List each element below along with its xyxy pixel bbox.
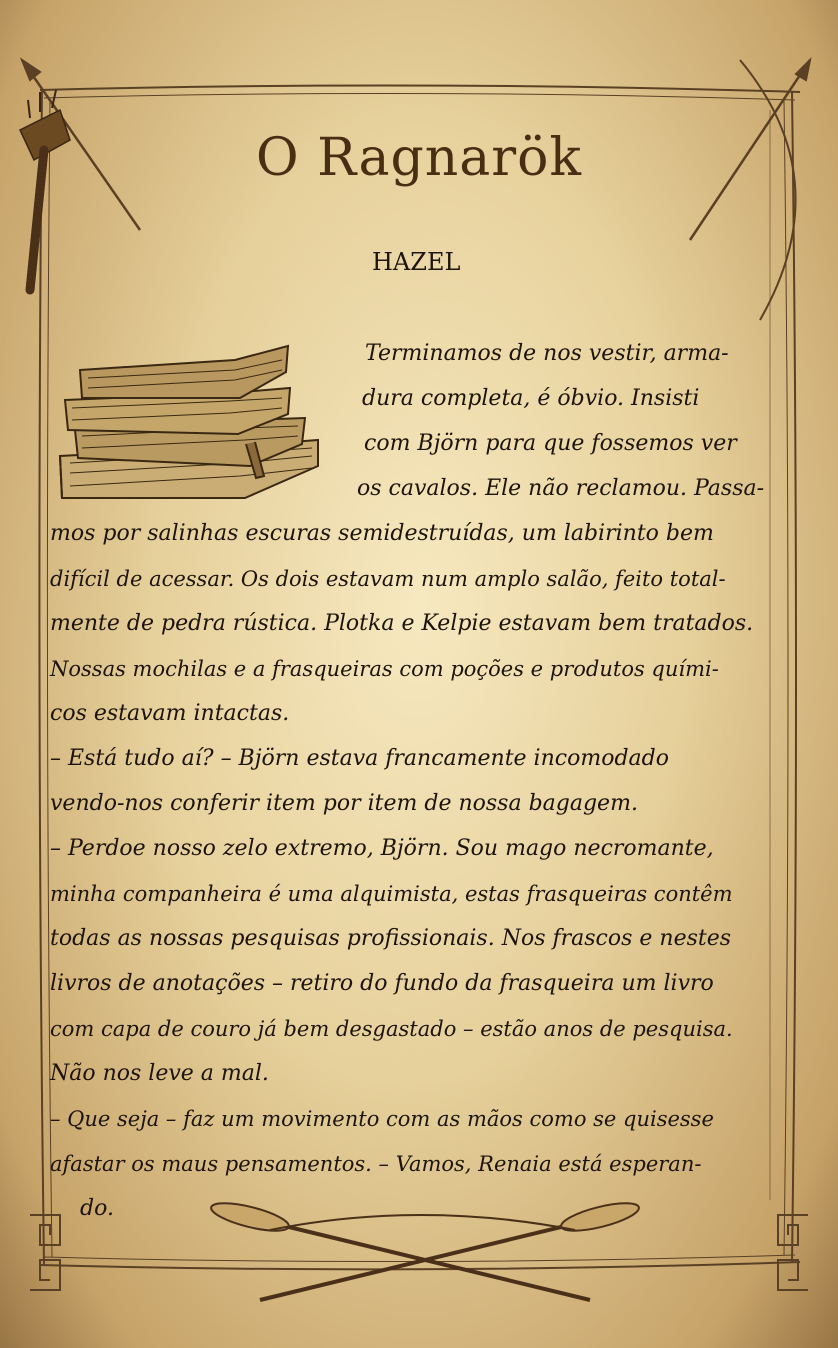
- text-line: minha companheira é uma alquimista, estas frasqueiras contêm: [50, 882, 733, 906]
- text-line: os cavalos. Ele não reclamou. Passa-: [357, 476, 765, 501]
- text-line: – Está tudo aí? – Björn estava francamente incomodado: [50, 746, 669, 771]
- text-line: dura completa, é óbvio. Insisti: [362, 386, 700, 411]
- books-illustration: [50, 338, 330, 518]
- text-line: Terminamos de nos vestir, arma-: [365, 341, 729, 366]
- text-line: todas as nossas pesquisas profissionais. Nos frascos e nestes: [50, 926, 732, 951]
- text-line: com Björn para que fossemos ver: [364, 431, 737, 456]
- text-line: mente de pedra rústica. Plotka e Kelpie estavam bem tratados.: [50, 611, 754, 636]
- text-line: com capa de couro já bem desgastado – estão anos de pesquisa.: [50, 1017, 733, 1041]
- text-line: difícil de acessar. Os dois estavam num amplo salão, feito total-: [50, 567, 726, 591]
- text-line: livros de anotações – retiro do fundo da frasqueira um livro: [50, 971, 714, 996]
- page-title: O Ragnarök: [256, 128, 582, 188]
- text-line: do.: [80, 1196, 114, 1221]
- chapter-heading: HAZEL: [372, 248, 461, 276]
- crossed-oars-icon: [209, 1198, 641, 1300]
- text-line: cos estavam intactas.: [50, 701, 290, 726]
- torch-icon: [20, 90, 70, 290]
- text-line: mos por salinhas escuras semidestruídas, um labirinto bem: [50, 521, 714, 546]
- text-line: – Perdoe nosso zelo extremo, Björn. Sou mago necromante,: [50, 836, 714, 861]
- text-line: Não nos leve a mal.: [50, 1061, 269, 1086]
- text-line: afastar os maus pensamentos. – Vamos, Renaia está esperan-: [50, 1152, 702, 1176]
- text-line: – Que seja – faz um movimento com as mãos como se quisesse: [50, 1107, 714, 1131]
- text-line: vendo-nos conferir item por item de nossa bagagem.: [50, 791, 638, 816]
- text-line: Nossas mochilas e a frasqueiras com poções e produtos quími-: [50, 657, 719, 681]
